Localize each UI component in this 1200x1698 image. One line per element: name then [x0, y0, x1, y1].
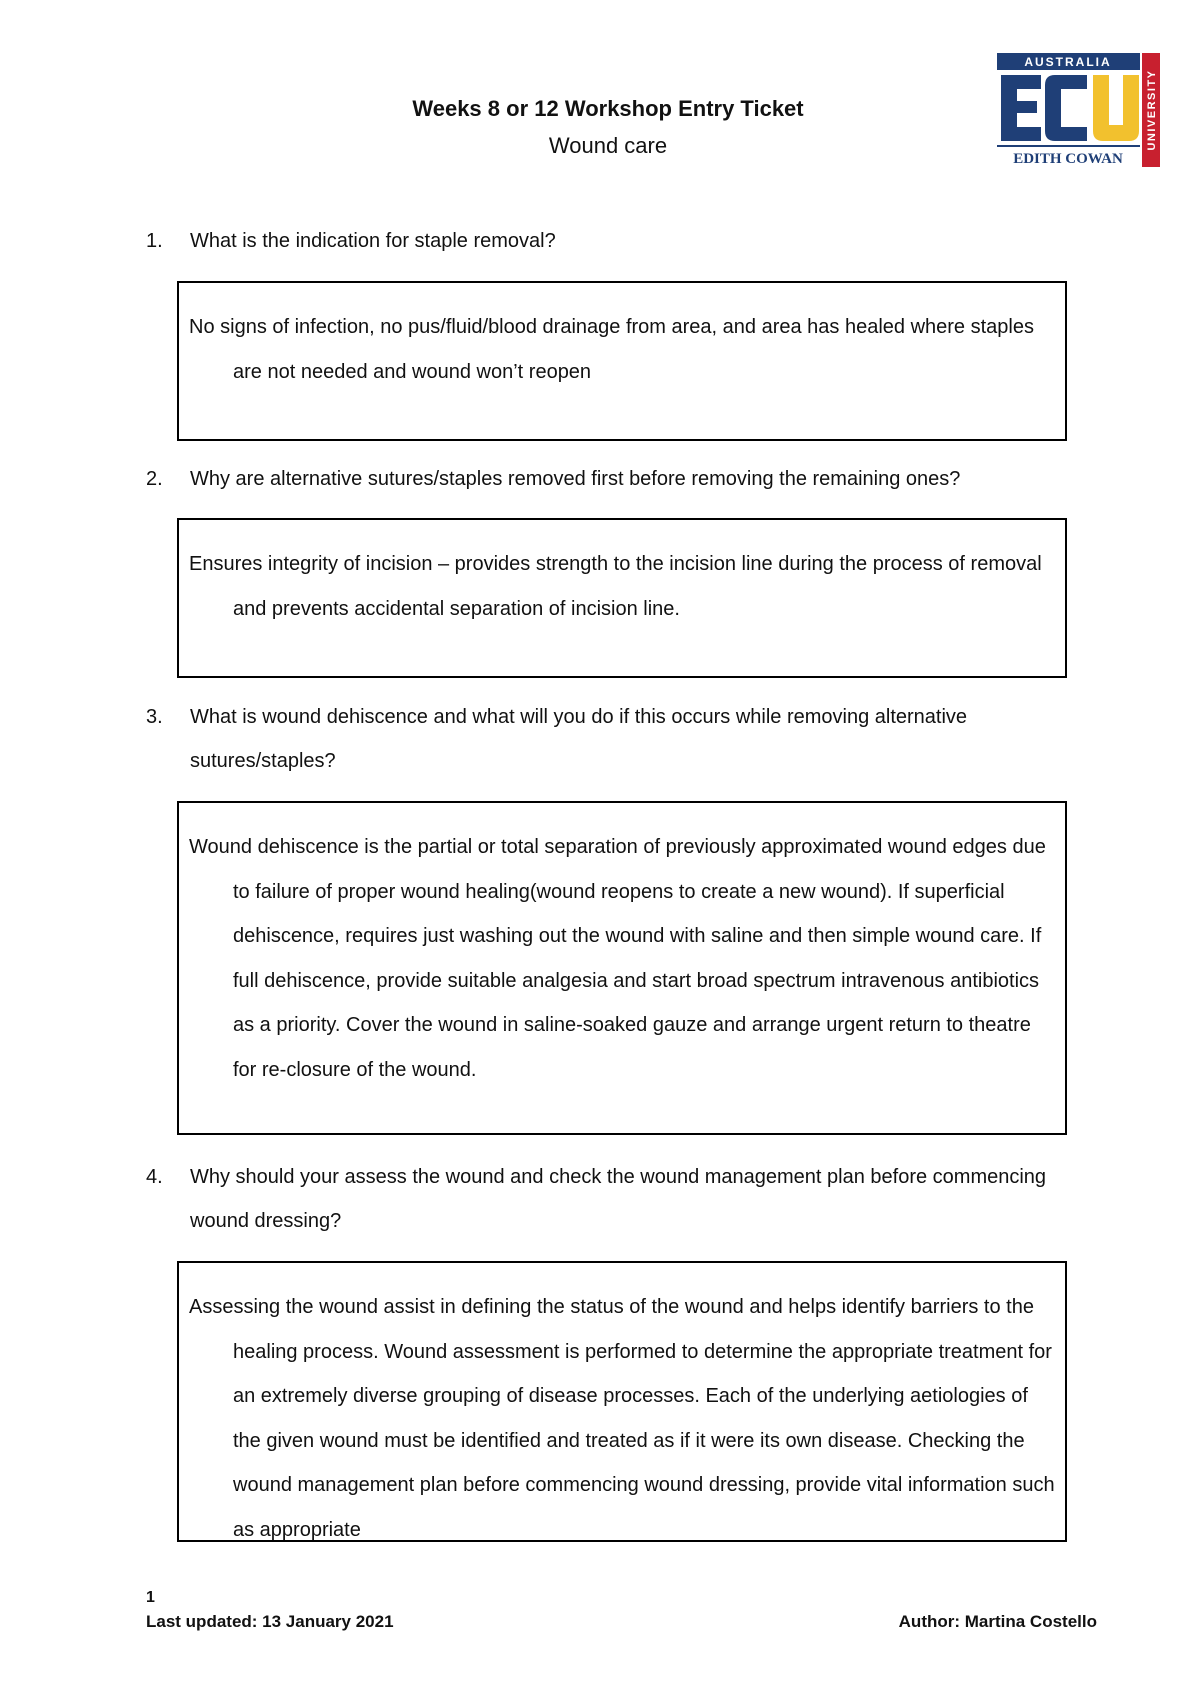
last-updated: Last updated: 13 January 2021 [146, 1612, 394, 1631]
answer-box-2 [177, 518, 1067, 678]
ecu-logo [997, 53, 1160, 180]
question-4-text: Why should your assess the wound and check the wound management plan before commencing wound dressing? [190, 1166, 1047, 1232]
answer-2-text: Ensures integrity of incision – provides strength to the incision line during the process of removal and prevents accidental separation of incision line. [189, 553, 1042, 620]
answer-4-text: Assessing the wound assist in defining the status of the wound and helps identify barriers to the healing process. Wound assessment is performed to determine the appropriate treatment for an extremely diverse grouping of disease processes. Each of the underlying aetiologies of the given wound must be identified and treated as if it were its own disease. Checking the wound management plan before commencing wound dressing, provide vital information such as appropriate [189, 1296, 1055, 1541]
answer-3-text: Wound dehiscence is the partial or total separation of previously approximated wound edges due to failure of proper wound healing(wound reopens to create a new wound). If superficial dehiscence, requires just washing out the wound with saline and then simple wound care. If full dehiscence, provide suitable analgesia and start broad spectrum intravenous antibiotics as a priority. Cover the wound in saline-soaked gauze and arrange urgent return to theatre for re-closure of the wound. [189, 836, 1046, 1081]
answer-1-text: No signs of infection, no pus/fluid/blood drainage from area, and area has healed where staples are not needed and wound won’t reopen [189, 316, 1034, 383]
logo-bottom-text: EDITH COWAN [1013, 151, 1123, 167]
question-3-text: What is wound dehiscence and what will you do if this occurs while removing alternative sutures/staples? [190, 706, 968, 772]
author: Author: Martina Costello [898, 1612, 1097, 1631]
logo-letter-c [1045, 75, 1087, 141]
question-1-text: What is the indication for staple removal? [190, 230, 556, 252]
logo-letter-e [1001, 75, 1041, 141]
document-title: Weeks 8 or 12 Workshop Entry Ticket [412, 96, 804, 121]
logo-letter-u [1093, 75, 1139, 141]
document-page: Weeks 8 or 12 Workshop Entry Ticket Wound care AUSTRALIA EDITH COWAN UNIVERSITY 1. What is the indication for staple removal? No signs of infection, no pus/fluid/blood drainage from area, and area has healed where staples are not needed and wound won’t reopen 2. Why are alternative sutures/staples removed first before removing the remaining ones? Ensures integrity of incision – provides strength to the incision line during the process of removal and prevents accidental separation of incision line. 3. What is wound dehiscence and what will you do if this occurs while removing alternative sutures/staples? Wound dehiscence is the partial or total separation of previously approximated wound edges due to failure of proper wound healing(wound reopens to create a new wound). If superficial dehiscence, requires just washing out the wound with saline and then simple wound care. If full dehiscence, provide suitable analgesia and start broad spectrum intravenous antibiotics as a priority. Cover the wound in saline-soaked gauze and arrange urgent return to theatre for re-closure of the wound. 4. Why should your assess the wound and check the wound management plan before commencing wound dressing? Assessing the wound assist in defining the status of the wound and helps identify barriers to the healing process. Wound assessment is performed to determine the appropriate treatment for an extremely diverse grouping of disease processes. Each of the underlying aetiologies of the given wound must be identified and treated as if it were its own disease. Checking the wound management plan before commencing wound dressing, provide vital information such as appropriate 1 Last updated: 13 January 2021 Author: Martina Costello [146, 55, 1158, 1631]
answer-box-4 [177, 1261, 1067, 1542]
logo-top-text: AUSTRALIA [1024, 55, 1112, 69]
question-2-text: Why are alternative sutures/staples removed first before removing the remaining ones? [190, 468, 961, 490]
answer-box-3 [177, 801, 1067, 1135]
logo-side-text: UNIVERSITY [1146, 69, 1158, 151]
document-subtitle: Wound care [548, 133, 668, 158]
page-number: 1 [146, 1589, 155, 1606]
answer-box-1 [177, 281, 1067, 441]
